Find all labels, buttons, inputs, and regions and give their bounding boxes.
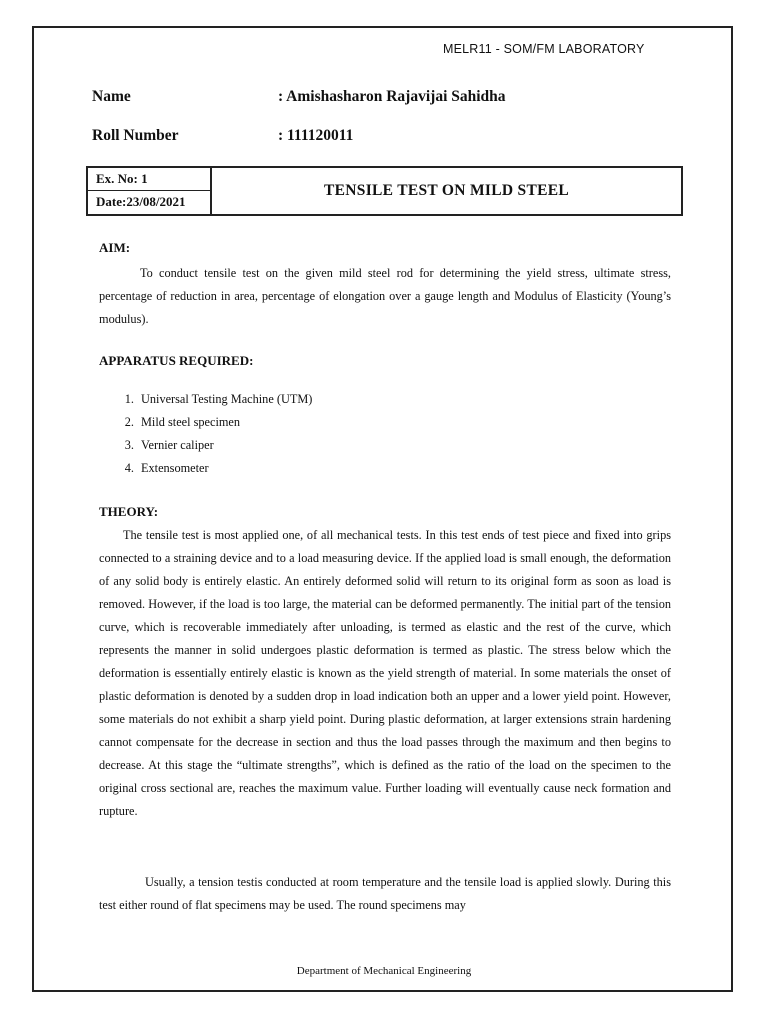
apparatus-item: 1. Universal Testing Machine (UTM) <box>137 388 312 411</box>
experiment-number: Ex. No: 1 <box>88 168 210 191</box>
apparatus-item: 4. Extensometer <box>137 457 312 480</box>
apparatus-item: 3. Vernier caliper <box>137 434 312 457</box>
lab-title: MELR11 - SOM/FM LABORATORY <box>443 42 645 56</box>
name-label: Name <box>92 88 131 105</box>
roll-number-label: Roll Number <box>92 127 179 144</box>
aim-text: To conduct tensile test on the given mild steel rod for determining the yield stress, ultimate stress, percentage of reduction in area, percentage of elongation over a gauge length and Modulus of Elasticity (Young’s modulus). <box>99 266 671 326</box>
apparatus-heading: APPARATUS REQUIRED: <box>99 353 254 368</box>
theory-heading: THEORY: <box>99 504 159 519</box>
page-footer: Department of Mechanical Engineering <box>296 965 472 977</box>
theory-paragraph-2: Usually, a tension testis conducted at room temperature and the tensile load is applied slowly. During this test either round of flat specimens may be used. The round specimens may <box>99 875 671 912</box>
apparatus-item: 2. Mild steel specimen <box>137 411 312 434</box>
aim-heading: AIM: <box>99 240 131 255</box>
name-value: : Amishasharon Rajavijai Sahidha <box>278 88 506 105</box>
apparatus-list <box>99 388 312 480</box>
roll-number-value: : 111120011 <box>278 127 354 144</box>
experiment-header-table <box>86 166 683 216</box>
experiment-date: Date:23/08/2021 <box>96 194 186 209</box>
experiment-title: TENSILE TEST ON MILD STEEL <box>324 182 569 199</box>
theory-paragraph-1: The tensile test is most applied one, of all mechanical tests. In this test ends of test piece and fixed into grips connected to a straining device and to a load measuring device. If the applied load is small enough, the deformation of any solid body is entirely elastic. An entirely deformed solid will return to its original form as soon as load is removed. However, if the load is too large, the material can be deformed permanently. The initial part of the tension curve, which is recoverable immediately after unloading, is termed as elastic and the rest of the curve, which represents the manner in solid undergoes plastic deformation is termed as plastic. The stress below which the deformation is essentially entirely elastic is known as the yield strength of material. In some materials the onset of plastic deformation is denoted by a sudden drop in load indication both an upper and a lower yield point. However, some materials do not exhibit a sharp yield point. During plastic deformation, at larger extensions strain hardening cannot compensate for the decrease in section and thus the load passes through the maximum and then begins to decrease. At this stage the “ultimate strengths”, which is defined as the ratio of the load on the specimen to the original cross sectional are, reaches the maximum value. Further loading will eventually cause neck formation and rupture. <box>99 528 671 818</box>
